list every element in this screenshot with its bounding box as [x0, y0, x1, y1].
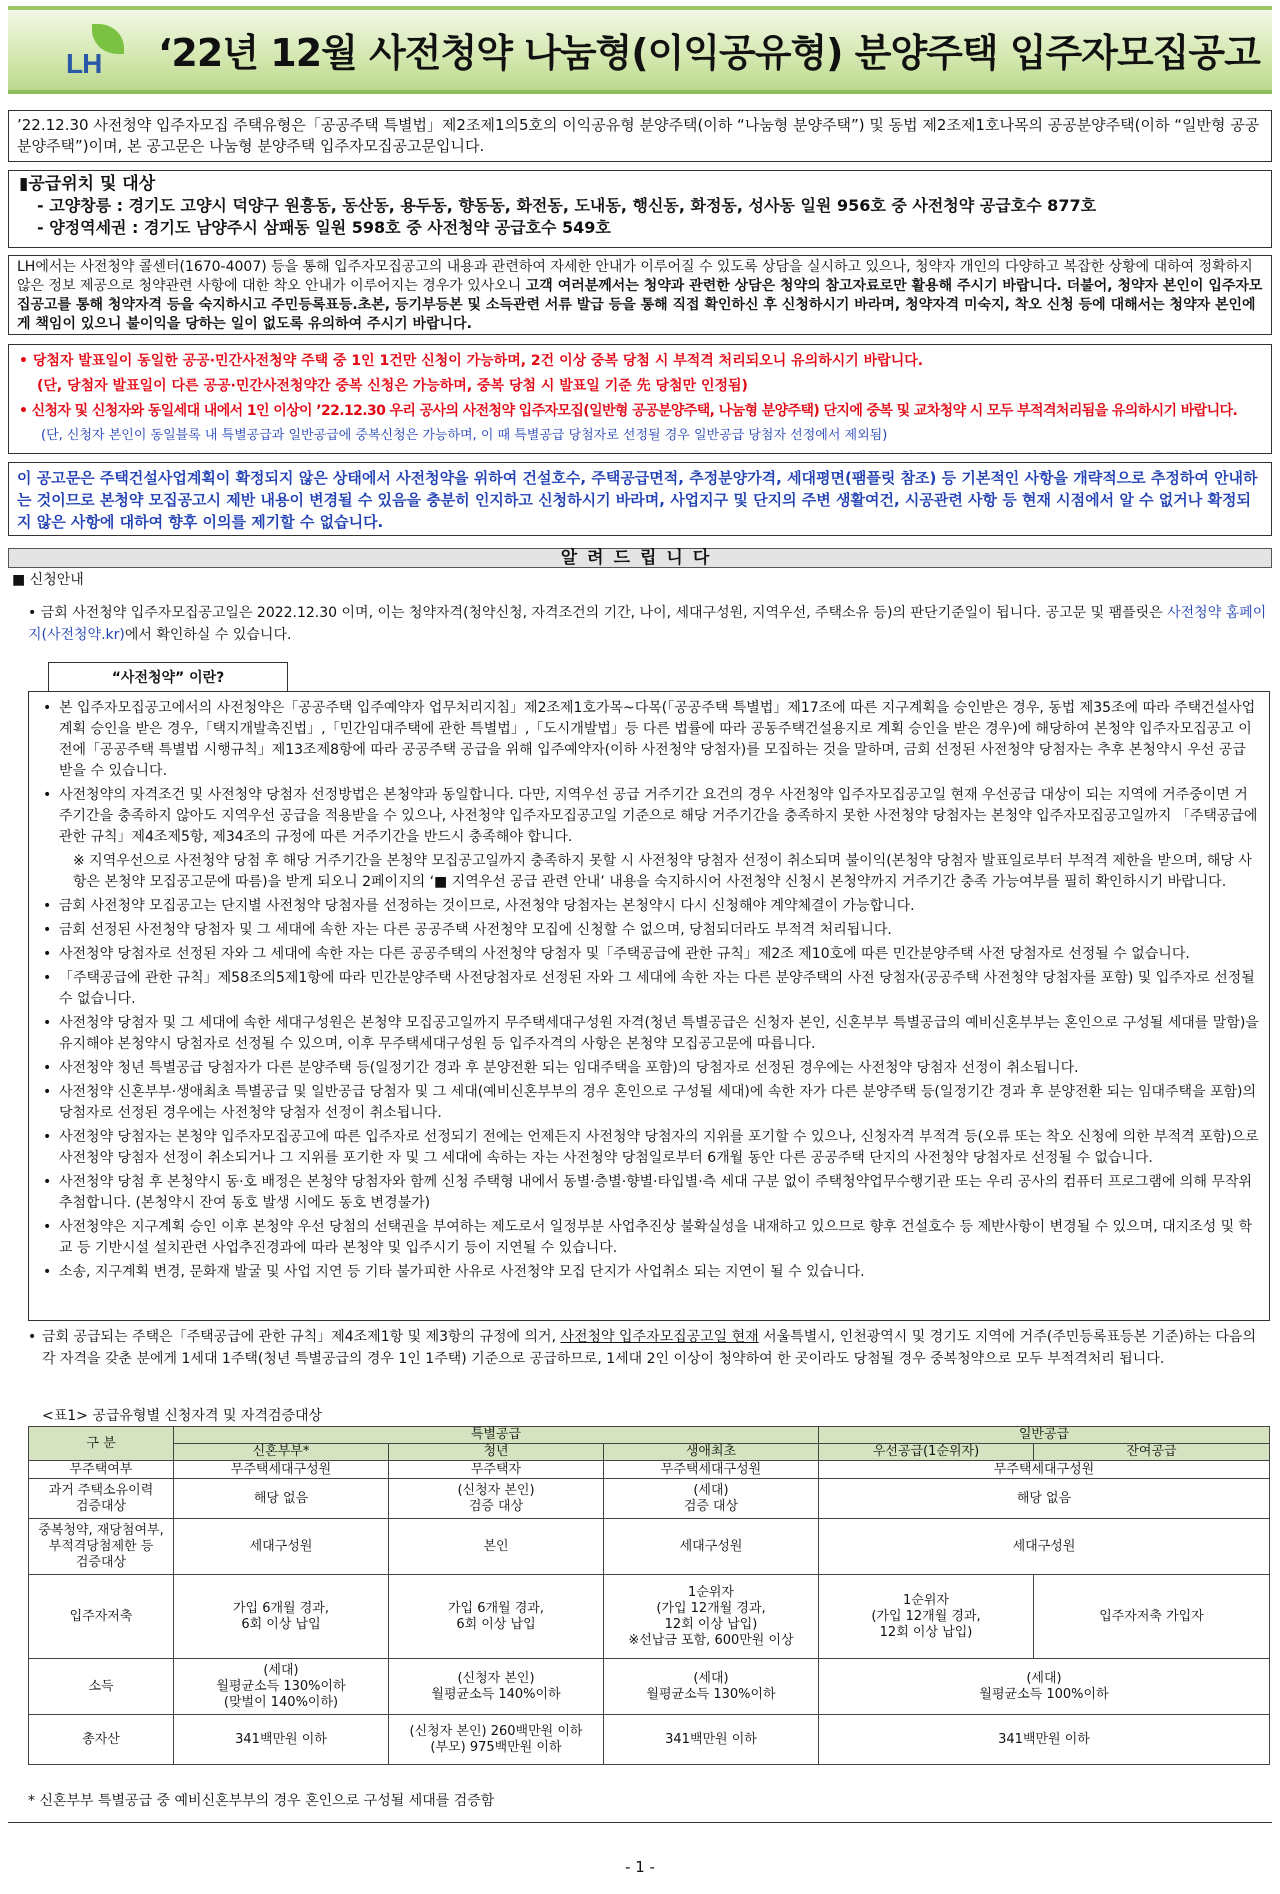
- list-item: • 사전청약 당첨자로 선정된 자와 그 세대에 속한 자는 다른 공공주택의 사전청약 당첨자 및「주택공급에 관한 규칙」제2조 제10호에 따른 민간분양주택 사전 당첨자로 선정될 수 없습니다.: [43, 944, 1259, 965]
- col-remainder: 잔여공급: [1034, 1444, 1270, 1461]
- list-item: • 사전청약 청년 특별공급 당첨자가 다른 분양주택 등(일정기간 경과 후 분양전환 되는 임대주택을 포함)의 당첨자로 선정된 경우에는 사전청약 당첨자 선정이 취소됩니다.: [43, 1058, 1259, 1079]
- table-cell: (세대) 검증 대상: [604, 1479, 819, 1519]
- preorder-explain-box: [28, 691, 1270, 1321]
- table-cell: (세대) 월평균소득 130%이하: [604, 1659, 819, 1715]
- table-row: [29, 1575, 1270, 1659]
- row-label: 무주택여부: [29, 1461, 174, 1479]
- estimate-notice: 이 공고문은 주택건설사업계획이 확정되지 않은 상태에서 사전청약을 위하여 건설호수, 주택공급면적, 추정분양가격, 세대평면(팸플릿 참조) 등 기본적인 사항을 개략적으로 추정하여 안내하는 것이므로 본청약 모집공고시 제반 내용이 변경될 수 있음을 충분히 인지하고 신청하시기 바라며, 사업지구 및 단지의 주변 생활여건, 시공관련 사항 등 현재 시점에서 알 수 없거나 확정되지 않은 사항에 대하여 향후 이의를 제기할 수 없습니다.: [8, 462, 1272, 536]
- logo-text: LH: [66, 48, 102, 79]
- intro-box: [8, 110, 1272, 162]
- warning-line-4: (단, 신청자 본인이 동일블록 내 특별공급과 일반공급에 중복신청은 가능하며, 이 때 특별공급 당첨자로 선정될 경우 일반공급 당첨자 선정에서 제외됨): [41, 428, 888, 443]
- col-priority: 우선공급(1순위자): [819, 1444, 1034, 1461]
- special-header: 특별공급: [174, 1427, 819, 1444]
- table-cell: 가입 6개월 경과, 6회 이상 납입: [389, 1575, 604, 1659]
- list-item: • 「주택공급에 관한 규칙」제58조의5제1항에 따라 민간분양주택 사전당첨자로 선정된 자와 그 세대에 속한 자는 다른 분양주택의 사전 당첨자(공공주택 사전청약 당첨자를 포함) 및 입주자로 선정될 수 없습니다.: [43, 968, 1259, 1010]
- row-label: 입주자저축: [29, 1575, 174, 1659]
- list-item: • 사전청약 당첨자 및 그 세대에 속한 세대구성원은 본청약 모집공고일까지 무주택세대구성원 자격(청년 특별공급은 신청자 본인, 신혼부부 특별공급의 예비신혼부부는 혼인으로 구성될 세대를 말함)을 유지해야 본청약시 당첨자로 선정될 수 있으며, 이후 무주택세대구성원 등 입주자격의 사항은 본청약 모집공고문에 따릅니다.: [43, 1013, 1259, 1055]
- lh-note-bold: 고객 여러분께서는 청약과 관련한 상담은 청약의 참고자료로만 활용해 주시기 바랍니다. 더불어, 청약자 본인이 입주자모집공고를 통해 청약자격 등을 숙지하시고 주민등록표등.초본, 등기부등본 및 소득관련 서류 발급 등을 통해 직접 확인하신 후 신청하시기 바라며, 청약자격 미숙지, 착오 신청 등에 대해서는 청약자 본인에게 책임이 있으니 불이익을 당하는 일이 없도록 유의하여 주시기 바랍니다.: [17, 278, 1263, 332]
- warning-line-3: • 신청자 및 신청자와 동일세대 내에서 1인 이상이 ’22.12.30 우리 공사의 사전청약 입주자모집(일반형 공공분양주택, 나눔형 분양주택) 단지에 중복 및 교차청약 시 모두 부적격처리됨을 유의하시기 바랍니다.: [19, 403, 1238, 419]
- row-label: 총자산: [29, 1715, 174, 1765]
- table-cell: 1순위자 (가입 12개월 경과, 12회 이상 납입): [819, 1575, 1034, 1659]
- list-item: • 금회 선정된 사전청약 당첨자 및 그 세대에 속한 자는 다른 공공주택 사전청약 모집에 신청할 수 없으며, 당첨되더라도 부적격 처리됩니다.: [43, 920, 1259, 941]
- residence-subnote: ※ 지역우선으로 사전청약 당첨 후 해당 거주기간을 본청약 모집공고일까지 충족하지 못할 시 사전청약 당첨자 선정이 취소되며 불이익(본청약 당첨자 발표일로부터 부적격 제한을 받으며, 해당 사항은 본청약 모집공고문에 따름)을 받게 되오니 2페이지의 ‘■ 지역우선 공급 관련 안내’ 내용을 숙지하시어 사전청약 신청시 본청약까지 거주기간 충족 가능여부를 필히 확인하시기 바랍니다.: [73, 853, 1252, 890]
- list-item: • 금회 사전청약 모집공고는 단지별 사전청약 당첨자를 선정하는 것이므로, 사전청약 당첨자는 본청약시 다시 신청해야 계약체결이 가능합니다.: [43, 896, 1259, 917]
- lh-counsel-note: [8, 255, 1272, 335]
- table-cell: 1순위자 (가입 12개월 경과, 12회 이상 납입) ※선납금 포함, 600만원 이상: [604, 1575, 819, 1659]
- info-text: • 금회 사전청약 입주자모집공고일은 2022.12.30 이며, 이는 청약자격(청약신청, 자격조건의 기간, 나이, 세대구성원, 지역우선, 주택소유 등)의 판단기준일이 됩니다. 공고문 및 팸플릿은: [28, 605, 1168, 621]
- table-cell: 세대구성원: [174, 1519, 389, 1575]
- table-cell: 341백만원 이하: [174, 1715, 389, 1765]
- list-item: • 사전청약 신혼부부·생애최초 특별공급 및 일반공급 당첨자 및 그 세대(예비신혼부부의 경우 혼인으로 구성될 세대)에 속한 자가 다른 분양주택 등(일정기간 경과 후 분양전환 되는 임대주택을 포함)의 당첨자로 선정된 경우에는 사전청약 당첨자 선정이 취소됩니다.: [43, 1082, 1259, 1124]
- lh-logo: [66, 24, 132, 78]
- table-cell: 341백만원 이하: [819, 1715, 1270, 1765]
- list-item: • 소송, 지구계획 변경, 문화재 발굴 및 사업 지연 등 기타 불가피한 사유로 사전청약 모집 단지가 사업취소 되는 지연이 될 수 있습니다.: [43, 1262, 1259, 1283]
- row-label: 과거 주택소유이력 검증대상: [29, 1479, 174, 1519]
- table-footnote: * 신혼부부 특별공급 중 예비신혼부부의 경우 혼인으로 구성될 세대를 검증함: [28, 1793, 495, 1809]
- supply-line-yangjeong: - 양정역세권 : 경기도 남양주시 삼패동 일원 598호 중 사전청약 공급호수 549호: [37, 218, 611, 237]
- table-title: <표1> 공급유형별 신청자격 및 자격검증대상: [42, 1408, 323, 1424]
- what-is-tab: “사전청약” 이란?: [48, 662, 288, 692]
- table-cell: (신청자 본인) 260백만원 이하 (부모) 975백만원 이하: [389, 1715, 604, 1765]
- after-underlined: 사전청약 입주자모집공고일 현재: [560, 1329, 759, 1345]
- page-title: ‘22년 12월 사전청약 나눔형(이익공유형) 분양주택 입주자모집공고: [158, 31, 1260, 75]
- table-cell: 해당 없음: [174, 1479, 389, 1519]
- table-cell: 해당 없음: [819, 1479, 1270, 1519]
- table-cell: 무주택세대구성원: [604, 1461, 819, 1479]
- supply-line-goyang: - 고양창릉 : 경기도 고양시 덕양구 원흥동, 동산동, 용두동, 향동동, 화전동, 도내동, 행신동, 화정동, 성사동 일원 956호 중 사전청약 공급호수 877호: [37, 196, 1097, 215]
- homepage-link[interactable]: 사전청약 홈페이지(사전청약.kr): [28, 605, 1267, 643]
- intro-text: ’22.12.30 사전청약 입주자모집 주택유형은「공공주택 특별법」제2조제1의5호의 이익공유형 분양주택(이하 “나눔형 분양주택”) 및 동법 제2조제1호나목의 공공분양주택(이하 “일반형 공공분양주택”)이며, 본 공고문은 나눔형 분양주택 입주자모집공고문입니다.: [17, 116, 1260, 155]
- section-title: 알려드립니다: [8, 548, 1272, 568]
- supply-heading: ▮공급위치 및 대상: [19, 174, 156, 194]
- supply-box: [8, 170, 1272, 248]
- table-row: [29, 1479, 1270, 1519]
- table-row: [29, 1519, 1270, 1575]
- table-cell: (세대) 월평균소득 130%이하 (맞벌이 140%이하): [174, 1659, 389, 1715]
- table-cell: (신청자 본인) 월평균소득 140%이하: [389, 1659, 604, 1715]
- qualification-table: [28, 1426, 1270, 1765]
- page-number: - 1 -: [625, 1858, 655, 1876]
- table-cell: 가입 6개월 경과, 6회 이상 납입: [174, 1575, 389, 1659]
- table-corner: 구 분: [29, 1427, 174, 1461]
- table-row: [29, 1461, 1270, 1479]
- table-cell: 무주택자: [389, 1461, 604, 1479]
- list-item: • 사전청약의 자격조건 및 사전청약 당첨자 선정방법은 본청약과 동일합니다. 다만, 지역우선 공급 거주기간 요건의 경우 사전청약 입주자모집공고일 현재 우선공급 대상이 되는 지역에 거주중이면 거주기간을 충족하지 않아도 지역우선 공급을 적용받을 수 있으나, 사전청약 입주자모집공고일 기준으로 해당 거주기간을 충족하지 못한 사전청약 당첨자는 본청약 입주자모집공고일까지 「주택공급에 관한 규칙」제4조제5항, 제34조의 규정에 따른 거주기간을 반드시 충족해야 합니다.: [43, 785, 1259, 848]
- table-row: [29, 1715, 1270, 1765]
- eligibility-paragraph: [28, 1326, 1268, 1370]
- list-item: • 사전청약 당첨 후 본청약시 동·호 배정은 본청약 당첨자와 함께 신청 주택형 내에서 동별·층별·향별·타입별·측 세대 구분 없이 주택청약업무수행기관 또는 우리 공사의 컴퓨터 프로그램에 의해 무작위 추첨합니다. (본청약시 잔여 동호 발생 시에도 동호 변경불가): [43, 1172, 1259, 1214]
- col-newlywed: 신혼부부*: [174, 1444, 389, 1461]
- table-cell: 무주택세대구성원: [174, 1461, 389, 1479]
- after-text: 금회 공급되는 주택은「주택공급에 관한 규칙」제4조제1항 및 제3항의 규정에 의거,: [42, 1329, 561, 1345]
- table-cell: 세대구성원: [604, 1519, 819, 1575]
- warning-box: [8, 344, 1272, 454]
- list-item: • 사전청약은 지구계획 승인 이후 본청약 우선 당첨의 선택권을 부여하는 제도로서 일정부분 사업추진상 불확실성을 내재하고 있으므로 향후 건설호수 등 제반사항이 변경될 수 있으며, 대지조성 및 학교 등 기반시설 설치관련 사업추진경과에 따라 본청약 및 입주시기 등이 지연될 수 있습니다.: [43, 1217, 1259, 1259]
- header-banner: [8, 6, 1272, 94]
- after-text-end: 서울특별시, 인천광역시 및 경기도 지역에 거주(주민등록표등본 기준)하는 다음의 각 자격을 갖춘 분에게 1세대 1주택(청년 특별공급의 경우 1인 1주택) 기준으로 공급하므로, 1세대 2인 이상이 청약하여 한 곳이라도 당첨될 경우 중복청약으로 모두 부적격처리 됩니다.: [42, 1329, 1256, 1367]
- sub-heading: ■ 신청안내: [12, 572, 84, 588]
- warning-line-1: • 당첨자 발표일이 동일한 공공·민간사전청약 주택 중 1인 1건만 신청이 가능하며, 2건 이상 중복 당첨 시 부적격 처리되오니 유의하시기 바랍니다.: [19, 353, 924, 369]
- table-cell: (세대) 월평균소득 100%이하: [819, 1659, 1270, 1715]
- list-item: • 사전청약 당첨자는 본청약 입주자모집공고에 따른 입주자로 선정되기 전에는 언제든지 사전청약 당첨자의 지위를 포기할 수 있으나, 신청자격 부적격 등(오류 또는 착오 신청에 의한 부적격 포함)으로 사전청약 당첨자 선정이 취소되거나 그 지위를 포기한 자 및 그 세대에 속하는 자는 사전청약 당첨일로부터 6개월 동안 다른 공공주택 단지의 사전청약 당첨자로 선정될 수 없습니다.: [43, 1127, 1259, 1169]
- col-youth: 청년: [389, 1444, 604, 1461]
- table-cell: 341백만원 이하: [604, 1715, 819, 1765]
- info-text-end: 에서 확인하실 수 있습니다.: [124, 627, 292, 643]
- lh-note-text: LH에서는 사전청약 콜센터(1670-4007) 등을 통해 입주자모집공고의 내용과 관련하여 자세한 안내가 이루어질 수 있도록 상담을 실시하고 있으나, 청약자 개인의 다양하고 복잡한 상황에 대하여 정확하지 않은 정보 제공으로 청약관련 사항에 대한 착오 안내가 이루어지는 경우가 있사오니: [17, 259, 1253, 294]
- table-cell: 본인: [389, 1519, 604, 1575]
- warning-line-2: (단, 당첨자 발표일이 다른 공공·민간사전청약간 중복 신청은 가능하며, 중복 당첨 시 발표일 기준 先 당첨만 인정됨): [37, 378, 748, 394]
- col-first-home: 생애최초: [604, 1444, 819, 1461]
- row-label: 소득: [29, 1659, 174, 1715]
- table-row: [29, 1659, 1270, 1715]
- row-label: 중복청약, 재당첨여부, 부적격당첨제한 등 검증대상: [29, 1519, 174, 1575]
- table-cell: 무주택세대구성원: [819, 1461, 1270, 1479]
- list-item: • 본 입주자모집공고에서의 사전청약은「공공주택 입주예약자 업무처리지침」제2조제1호가목~다목(「공공주택 특별법」제17조에 따른 지구계획을 승인받은 경우, 동법 제35조에 따라 주택건설사업계획 승인을 받은 경우,「택지개발촉진법」,「민간임대주택에 관한 특별법」,「도시개발법」등 다른 법률에 따라 공동주택건설용지로 계획 승인을 받은 경우)에 해당하여 본청약 입주자모집공고 이전에「공공주택 특별법 시행규칙」제13조제8항에 따라 공공주택 공급을 위해 입주예약자(이하 사전청약 당첨자)를 모집하는 것을 말하며, 금회 선정된 사전청약 당첨자는 추후 본청약시 우선 공급받을 수 있습니다.: [43, 698, 1259, 782]
- general-header: 일반공급: [819, 1427, 1270, 1444]
- table-cell: 입주자저축 가입자: [1034, 1575, 1270, 1659]
- footer-divider: [8, 1822, 1272, 1823]
- table-cell: (신청자 본인) 검증 대상: [389, 1479, 604, 1519]
- info-announcement-date: [28, 602, 1268, 646]
- table-cell: 세대구성원: [819, 1519, 1270, 1575]
